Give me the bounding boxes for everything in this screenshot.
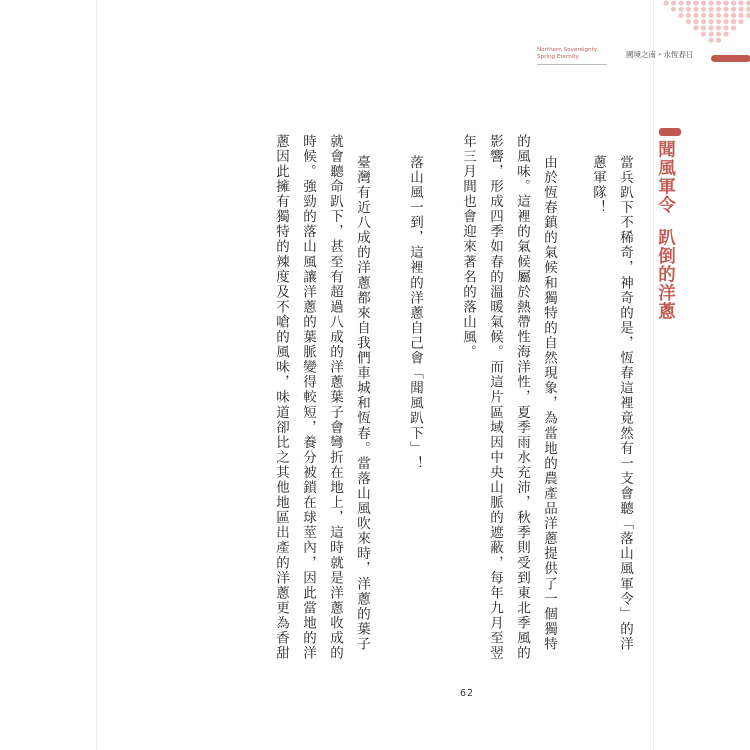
decorative-dot <box>708 25 713 30</box>
decorative-dot <box>693 13 698 18</box>
header-accent-bar <box>711 55 750 62</box>
header-rule <box>537 64 607 65</box>
decorative-dot <box>731 13 736 18</box>
title-part-1: 聞風軍令 <box>655 140 676 214</box>
decorative-dot <box>731 7 736 12</box>
decorative-dot <box>723 31 728 36</box>
decorative-dot <box>746 0 750 5</box>
text-column: 年三月間也會迎來著名的落山風。 <box>460 134 476 360</box>
decorative-dot <box>693 7 698 12</box>
decorative-dot <box>708 31 713 36</box>
text-column: 蔥軍隊！ <box>590 155 606 216</box>
running-header-chinese: 國境之南・永恆春日 <box>626 50 694 59</box>
decorative-dot <box>708 19 713 24</box>
decorative-dot <box>701 25 706 30</box>
decorative-dot <box>708 0 713 5</box>
header-english-line-1: Northern Sovereignty, <box>537 47 599 53</box>
decorative-dot <box>723 7 728 12</box>
decorative-dot <box>723 13 728 18</box>
text-column: 當兵趴下不稀奇，神奇的是，恆春這裡竟然有一支會聽「落山風軍令」的洋 <box>617 155 633 652</box>
decorative-dot <box>701 13 706 18</box>
title-part-2: 趴倒的洋蔥 <box>655 228 676 321</box>
decorative-dot <box>731 25 736 30</box>
running-header-english <box>537 47 607 61</box>
decorative-dot <box>723 19 728 24</box>
decorative-dot <box>701 7 706 12</box>
text-column: 的風味。這裡的氣候屬於熱帶性海洋性，夏季雨水充沛，秋季則受到東北季風的 <box>514 134 530 661</box>
decorative-dot <box>738 7 743 12</box>
decorative-dot <box>701 31 706 36</box>
decorative-dot <box>686 13 691 18</box>
section-title <box>655 128 681 321</box>
decorative-dot <box>701 0 706 5</box>
decorative-dot <box>738 19 743 24</box>
decorative-dot <box>693 0 698 5</box>
text-column: 臺灣有近八成的洋蔥都來自我們車城和恆春。當落山風吹來時，洋蔥的葉子 <box>354 155 370 652</box>
decorative-dot <box>731 19 736 24</box>
decorative-dot <box>723 0 728 5</box>
decorative-dot <box>686 7 691 12</box>
decorative-dot <box>731 0 736 5</box>
decorative-dot <box>716 38 721 43</box>
decorative-dot <box>678 0 683 5</box>
decorative-dot <box>738 13 743 18</box>
title-marker <box>659 128 681 136</box>
decorative-dot <box>678 13 683 18</box>
decorative-dot <box>686 0 691 5</box>
decorative-dot <box>716 31 721 36</box>
decorative-dot <box>693 19 698 24</box>
decorative-dot <box>671 0 676 5</box>
decorative-dot <box>716 7 721 12</box>
decorative-dot <box>716 19 721 24</box>
decorative-dot <box>701 19 706 24</box>
decorative-dot <box>663 0 668 5</box>
decorative-dot <box>708 38 713 43</box>
decorative-dot <box>716 13 721 18</box>
decorative-dot <box>693 25 698 30</box>
decorative-dot <box>708 7 713 12</box>
text-column: 影響，形成四季如春的溫暖氣候。而這片區域因中央山脈的遮蔽，每年九月至翌 <box>487 134 503 661</box>
decorative-dot <box>723 25 728 30</box>
decorative-dot-triangle <box>660 0 750 48</box>
decorative-dot <box>738 0 743 5</box>
text-column: 由於恆春鎮的氣候和獨特的自然現象，為當地的農產品洋蔥提供了一個獨特 <box>541 155 557 652</box>
text-column: 蔥因此擁有獨特的辣度及不嗆的風味，味道卻比之其他地區出產的洋蔥更為香甜 <box>273 134 289 661</box>
book-page <box>97 0 694 750</box>
decorative-dot <box>678 7 683 12</box>
text-column: 時候。強勁的落山風讓洋蔥的葉脈變得較短，養分被鎖在球莖內，因此當地的洋 <box>300 134 316 661</box>
decorative-dot <box>686 19 691 24</box>
decorative-dot <box>708 13 713 18</box>
decorative-dot <box>716 0 721 5</box>
decorative-dot <box>746 13 750 18</box>
text-column: 落山風一到，這裡的洋蔥自己會「聞風趴下」！ <box>407 155 423 472</box>
decorative-dot <box>671 7 676 12</box>
decorative-dot <box>716 25 721 30</box>
page-number: 62 <box>460 688 475 699</box>
header-english-line-2: Spring Eternity <box>537 54 579 60</box>
decorative-dot <box>746 7 750 12</box>
text-column: 就會聽命趴下，甚至有超過八成的洋蔥葉子會彎折在地上，這時就是洋蔥收成的 <box>327 134 343 661</box>
